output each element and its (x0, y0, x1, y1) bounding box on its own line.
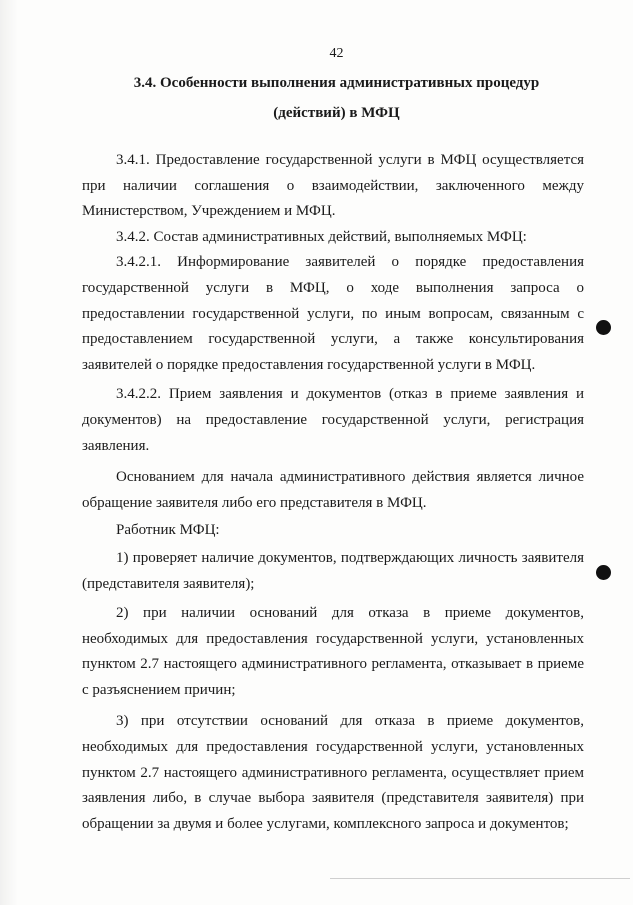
paragraph (82, 250, 584, 378)
paragraph-line: заявителей о порядке предоставления государственной услуги в МФЦ. (82, 356, 536, 373)
punch-hole-lower (596, 565, 611, 580)
paragraph-line: Министерством, Учреждением и МФЦ. (82, 203, 336, 220)
paragraph-line: 3.4.1. Предоставление государственной услуги в МФЦ осуществляется (116, 152, 584, 168)
paragraph-line: (представителя заявителя); (82, 575, 255, 592)
paragraph-line: документов) на предоставление государственной услуги, регистрация (82, 411, 584, 428)
paragraph-line: при наличии соглашения о взаимодействии, заключенного между (82, 177, 584, 194)
paragraph-line: 3.4.2. Состав административных действий, выполняемых МФЦ: (116, 228, 527, 245)
scan-bottom-edge (330, 878, 630, 879)
paragraph-line: заявления. (82, 437, 150, 454)
paragraph (82, 518, 584, 544)
section-title-line-2: (действий) в МФЦ (273, 105, 400, 121)
document-body (82, 148, 584, 837)
paragraph (82, 225, 584, 251)
paragraph (82, 148, 584, 225)
paragraph-line: с разъяснением причин; (82, 681, 236, 698)
paragraph-line: 3.4.2.1. Информирование заявителей о порядке предоставления (116, 254, 584, 271)
paragraph-line: необходимых для предоставления государственной услуги, установленных (82, 630, 584, 647)
paragraph-line: обращении за двумя и более услугами, комплексного запроса и документов; (82, 815, 569, 832)
section-title-line-1: 3.4. Особенности выполнения административных процедур (133, 75, 540, 91)
paragraph-line: Работник МФЦ: (116, 522, 220, 539)
punch-hole-upper (596, 320, 611, 335)
page-number: 42 (329, 46, 344, 61)
paragraph-line: пунктом 2.7 настоящего административного регламента, отказывает в приеме (82, 656, 584, 673)
paragraph-line: необходимых для предоставления государственной услуги, установленных (82, 739, 584, 756)
paragraph (82, 465, 584, 516)
paragraph (82, 546, 584, 597)
paragraph-line: предоставлением государственной услуги, а также консультирования (82, 331, 584, 348)
paragraph-line: 3.4.2.2. Прием заявления и документов (отказ в приеме заявления и (116, 386, 584, 403)
paragraph-line: 1) проверяет наличие документов, подтверждающих личность заявителя (116, 549, 584, 566)
paragraph (82, 601, 584, 703)
paragraph-line: 2) при наличии оснований для отказа в приеме документов, (116, 605, 584, 622)
paragraph-line: обращение заявителя либо его представителя в МФЦ. (82, 494, 427, 511)
paragraph (82, 709, 584, 837)
paragraph-line: предоставлении государственной услуги, по иным вопросам, связанным с (82, 305, 584, 322)
paragraph (82, 382, 584, 459)
paragraph-line: заявления либо, в случае выбора заявителя (представителя заявителя) при (82, 790, 584, 807)
paragraph-line: Основанием для начала административного действия является личное (116, 469, 584, 486)
paragraph-line: пунктом 2.7 настоящего административного регламента, осуществляет прием (82, 764, 584, 781)
paragraph-line: государственной услуги в МФЦ, о ходе выполнения запроса о (82, 279, 584, 296)
scan-edge-shadow (0, 0, 18, 905)
paragraph-line: 3) при отсутствии оснований для отказа в приеме документов, (116, 713, 584, 730)
